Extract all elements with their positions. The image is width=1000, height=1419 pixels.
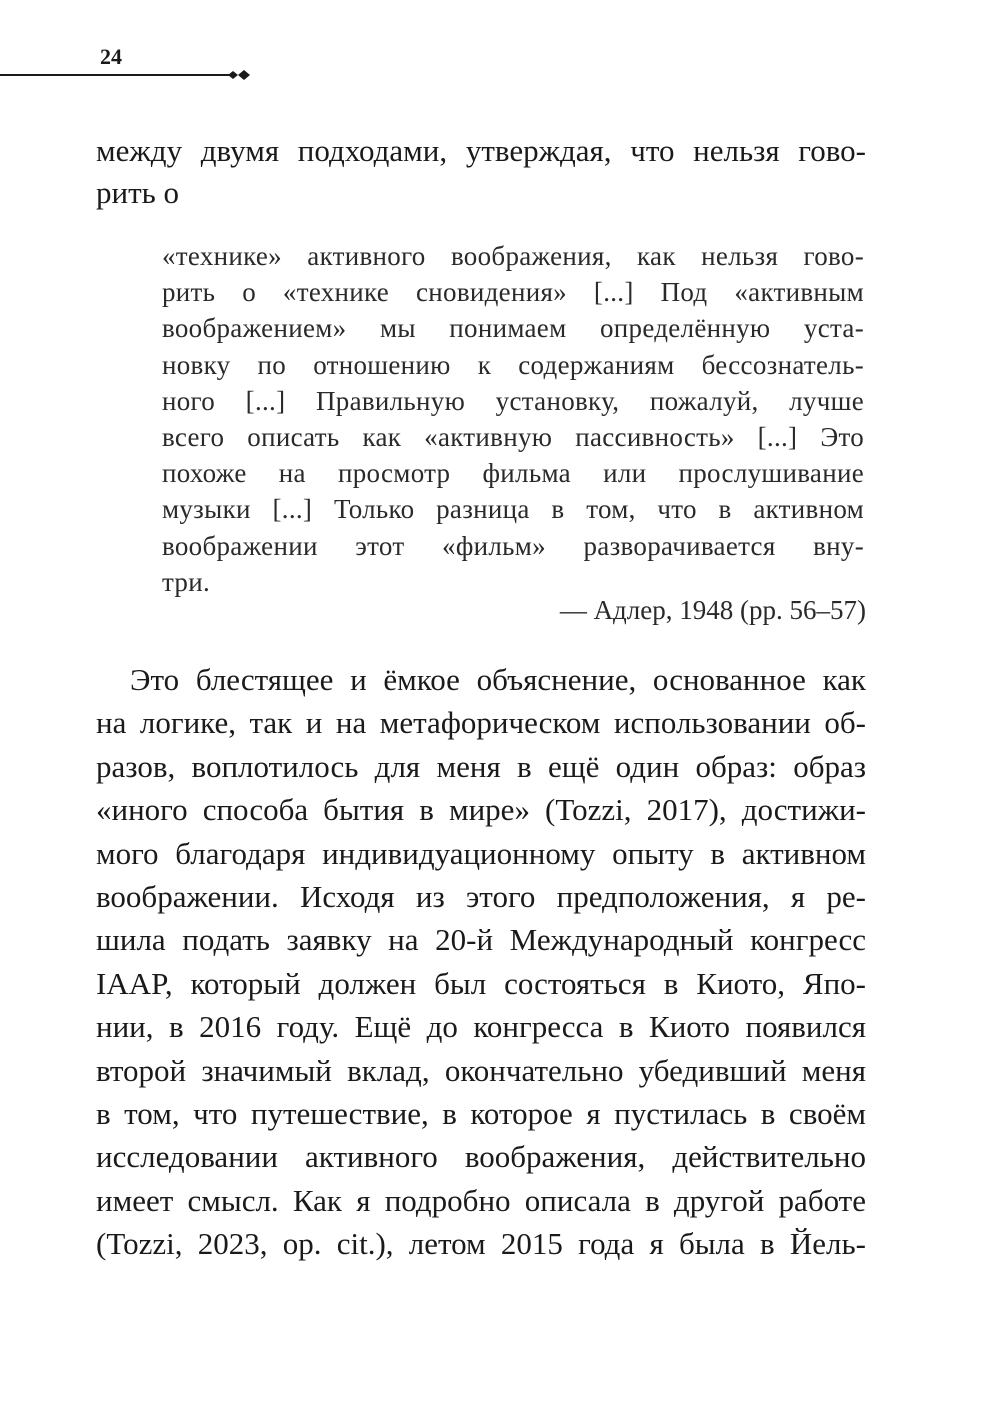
quote-line: всего описать как «активную пассивность» [...] Это (162, 422, 864, 453)
quote-line: музыки [...] Только разница в том, что в активном (162, 494, 864, 525)
paragraph-line: воображении. Исходя из этого предположения, я ре- (96, 879, 866, 915)
paragraph-line: разов, воплотилось для меня в ещё один образ: образ (96, 748, 866, 784)
quote-line: рить о «технике сновидения» [...] Под «активным (162, 277, 864, 308)
paragraph-line: шила подать заявку на 20-й Международный конгресс (96, 922, 866, 958)
block-quote (162, 238, 864, 600)
paragraph-line: на логике, так и на метафорическом использовании об- (96, 705, 866, 741)
intro-line: рить о (96, 175, 180, 210)
quote-line: воображении этот «фильм» разворачивается вну- (162, 530, 864, 561)
intro-line: между двумя подходами, утверждая, что нельзя гово- (96, 133, 866, 168)
quote-line: новку по отношению к содержаниям бессознатель- (162, 349, 864, 380)
paragraph-line: исследовании активного воображения, действительно (96, 1139, 866, 1175)
diamond-rule-ornament-icon (224, 64, 252, 86)
quote-line: «технике» активного воображения, как нельзя гово- (162, 241, 864, 271)
quote-line: три. (162, 566, 211, 597)
quote-attribution: — Адлер, 1948 (pp. 56–57) (559, 595, 866, 625)
page-number: 24 (100, 44, 122, 69)
paragraph-line: второй значимый вклад, окончательно убедивший меня (96, 1052, 866, 1088)
paragraph-line: имеет смысл. Как я подробно описала в другой работе (96, 1182, 866, 1218)
header-rule (0, 74, 230, 76)
paragraph-line: мого благодаря индивидуационному опыту в активном (96, 835, 866, 871)
quote-line: похоже на просмотр фильма или прослушивание (162, 458, 864, 489)
intro-text (96, 130, 866, 214)
quote-line: ного [...] Правильную установку, пожалуй, лучше (162, 385, 864, 416)
body-paragraph (96, 658, 866, 1266)
paragraph-line: «иного способа бытия в мире» (Tozzi, 2017), достижи- (96, 792, 866, 828)
paragraph-line: (Tozzi, 2023, op. cit.), летом 2015 года я была в Йель- (96, 1226, 866, 1262)
paragraph-line: IAAP, который должен был состояться в Киото, Япо- (96, 965, 866, 1001)
paragraph-line: Это блестящее и ёмкое объяснение, основанное как (130, 662, 866, 697)
paragraph-line: нии, в 2016 году. Ещё до конгресса в Киото появился (96, 1009, 866, 1045)
quote-line: воображением» мы понимаем определённую уста- (162, 313, 864, 344)
paragraph-line: в том, что путешествие, в которое я пустилась в своём (96, 1096, 866, 1132)
